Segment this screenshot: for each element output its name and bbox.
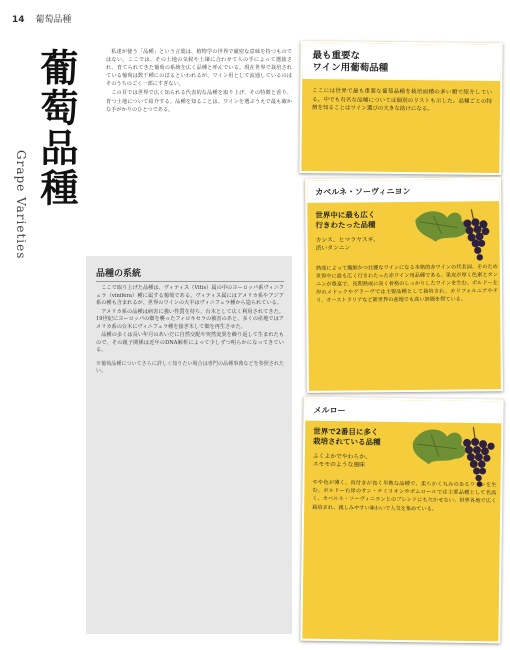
section-name: 葡萄品種 <box>35 15 72 25</box>
grape-cluster-icon <box>411 205 500 270</box>
lineage-heading: 品種の系統 <box>96 266 284 282</box>
main-card-title: 最も重要な ワイン用葡萄品種 <box>312 50 389 74</box>
lineage-box <box>86 256 292 634</box>
main-varieties-card <box>299 41 502 175</box>
cabernet-aroma: カシス、ヒマラヤスギ、 渋いタンニン <box>315 237 380 252</box>
lineage-paragraph: 品種の多くは長い年月のあいだに自然交配や突然変異を繰り返して生まれたもので、その親子関係は近年のDNA解析によって少しずつ明らかになってきている。 <box>96 332 284 354</box>
lineage-body <box>96 285 284 375</box>
cabernet-text: 熟成によって繊細かつ壮麗なワインになる本格的赤ワインの代名詞。そのため世界中に最も広く行きわたった赤ワイン用品種である。果皮が厚く色素とタンニンが豊富で、長期熟成に向く骨格のしっかりしたワインを生む。ボルドー左岸のメドックやグラーヴでは主要品種として栽培され、カリフォルニアやチリ、オーストラリアなど新世界の産地でも高い評価を得ている。 <box>315 264 499 304</box>
intro-paragraph: 私達が使う「品種」という言葉は、植物学の世界で厳密な意味を持つものではない。ここでは、その土地の気候や土壌に合わせて人の手によって選抜され、育てられてきた葡萄の系統を広く品種と呼んでいる。現在世界で栽培されている葡萄は数千種にのぼるといわれるが、ワイン用として流通しているのはそのうちのごく一部にすぎない。 <box>106 49 292 88</box>
lineage-note: ※葡萄品種についてさらに詳しく知りたい場合は専門の品種事典などを参照されたい。 <box>96 360 284 374</box>
page-header <box>12 12 71 25</box>
page-title: 葡萄品種 <box>34 48 79 208</box>
cabernet-title: カベルネ・ソーヴィニヨン <box>315 186 411 197</box>
lineage-paragraph: ここで取り上げた品種は、ヴィティス（Vitis）属の中のヨーロッパ系ヴィニフェラ（vinifera）種に属する葡萄である。ヴィティス属にはアメリカ系やアジア系の種も含まれるが、世界のワインの大半はヴィニフェラ種から造られている。 <box>96 285 284 307</box>
cabernet-card <box>305 177 503 393</box>
main-card-text: ここには世界で最も重要な葡萄品種を栽培面積の多い順で紹介している。中でも有名な品種については個別のリストも示した。品種ごとの特徴を知ることはワイン選びの大きな助けになる。 <box>311 88 493 113</box>
intro-paragraph: この頁では世界で広く知られる代表的な品種を取り上げ、その特徴と香り、育つ土地について紹介する。品種を知ることは、ワインを選ぶうえで最も確かな手がかりのひとつである。 <box>106 90 292 113</box>
page-subtitle: Grape Varieties <box>14 150 28 260</box>
merlot-aroma: ふくよかでやわらか、 スモモのような風味 <box>312 453 371 469</box>
merlot-label: 世界で2番目に多く 栽培されている品種 <box>313 426 381 447</box>
merlot-text: やや色が薄く、肉付きが良く早熟な品種で、柔らかく丸みのあるワインを生む。ボルドー右岸のサン・テミリオンやポムロールでは主要品種として名高く、カベルネ・ソーヴィニヨンとのブレンドにも欠かせない。世界各地で広く栽培され、親しみやすい味わいで人気を集めている。 <box>312 479 497 513</box>
intro-text <box>106 48 292 115</box>
merlot-title: メルロー <box>313 405 346 416</box>
page-number: 14 <box>12 15 25 25</box>
merlot-card <box>300 397 503 644</box>
lineage-paragraph: アメリカ系の品種は病害に強い性質を持ち、台木として広く利用されてきた。19世紀にヨーロッパの畑を襲ったフィロキセラの被害のあと、多くの産地ではアメリカ系の台木にヴィニフェラ種を接ぎ木して畑を再生させた。 <box>96 308 284 330</box>
cabernet-label: 世界中に最も広く 行きわたった品種 <box>315 210 376 230</box>
